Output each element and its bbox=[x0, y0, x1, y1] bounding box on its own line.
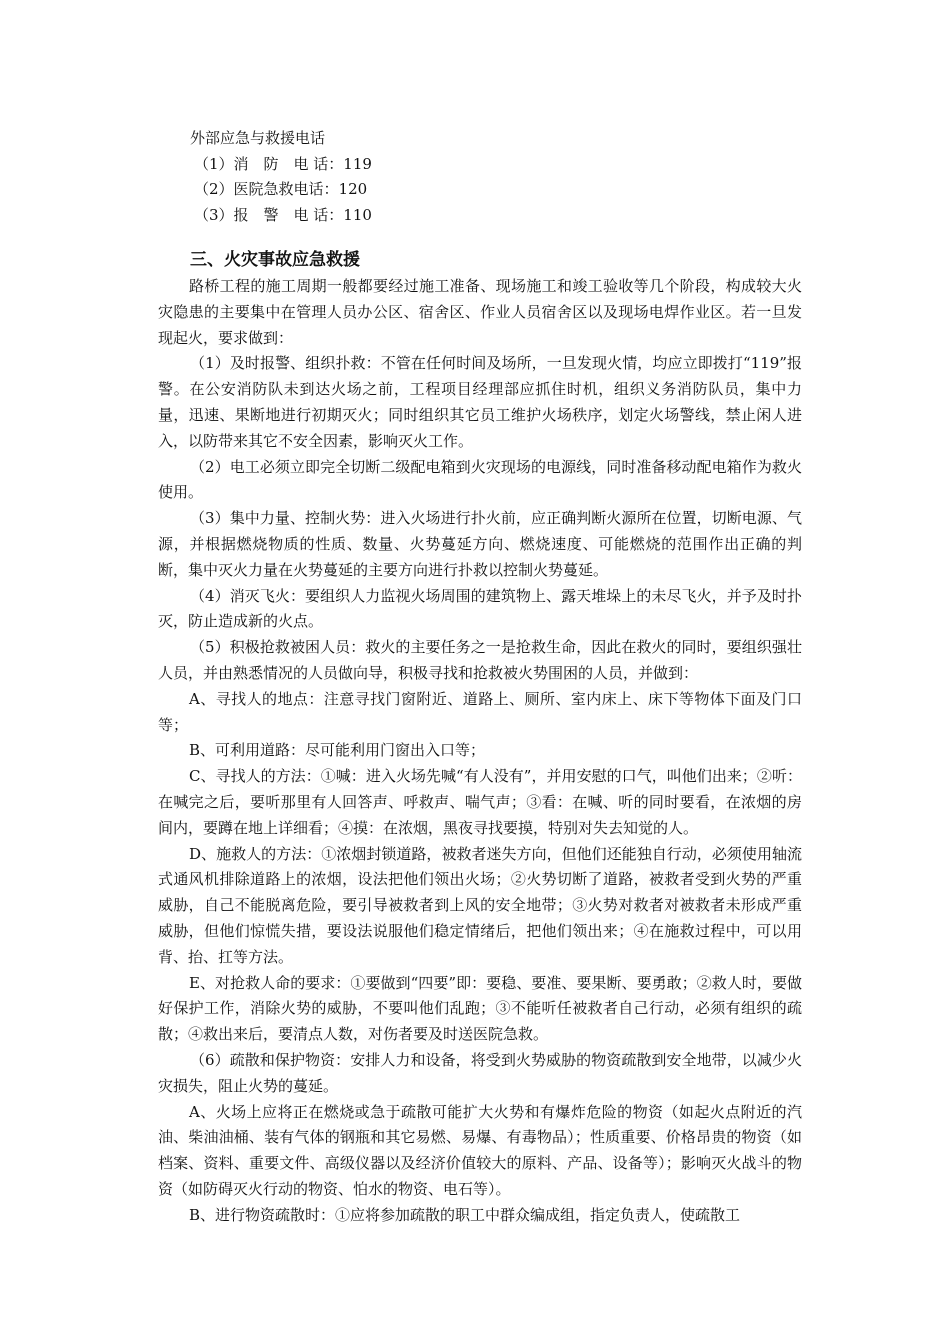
paragraph: 路桥工程的施工周期一般都要经过施工准备、现场施工和竣工验收等几个阶段，构成较大火灾隐患的主要集中在管理人员办公区、宿舍区、作业人员宿舍区以及现场电焊作业区。若一旦发现起火，要求做到： bbox=[158, 277, 802, 347]
paragraph: E、对抢救人命的要求：①要做到“四要”即：要稳、要准、要果断、要勇敢；②救人时，要做好保护工作，消除火势的威胁，不要叫他们乱跑；③不能听任被救者自己行动，必须有组织的疏散；④救出来后，要清点人数，对伤者要及时送医院急救。 bbox=[158, 973, 802, 1044]
paragraph: A、火场上应将正在燃烧或急于疏散可能扩大火势和有爆炸危险的物资（如起火点附近的汽油、柴油油桶、装有气体的钢瓶和其它易燃、易爆、有毒物品）；性质重要、价格昂贵的物资（如档案、资料、重要文件、高级仪器以及经济价值较大的原料、产品、设备等）；影响灭火战斗的物资（如防碍灭火行动的物资、怕水的物资、电石等）。 bbox=[158, 1102, 802, 1198]
paragraph: D、施救人的方法：①浓烟封锁道路，被救者迷失方向，但他们还能独自行动，必须使用轴流式通风机排除道路上的浓烟，设法把他们领出火场；②火势切断了道路，被救者受到火势的严重威胁，自己不能脱离危险，要引导被救者到上风的安全地带；③火势对救者对被救者未形成严重威胁，但他们惊慌失措，要设法说服他们稳定情绪后，把他们领出来；④在施救过程中，可以用背、抬、扛等方法。 bbox=[158, 844, 802, 966]
contact-fire: （1）消 防 电 话：119 bbox=[194, 154, 372, 173]
paragraph: （1）及时报警、组织扑救：不管在任何时间及场所，一旦发现火情，均应立即拨打“119”报警。在公安消防队未到达火场之前，工程项目经理部应抓住时机，组织义务消防队员，集中力量，迅速、果断地进行初期灭火；同时组织其它员工维护火场秩序，划定火场警线，禁止闲人进入，以防带来其它不安全因素，影响灭火工作。 bbox=[158, 354, 802, 450]
paragraph: （2）电工必须立即完全切断二级配电箱到火灾现场的电源线，同时准备移动配电箱作为救火使用。 bbox=[158, 457, 802, 502]
paragraph: B、进行物资疏散时：①应将参加疏散的职工中群众编成组，指定负责人，使疏散工 bbox=[189, 1205, 741, 1224]
paragraph: C、寻找人的方法：①喊：进入火场先喊“有人没有”，并用安慰的口气，叫他们出来；②听：在喊完之后，要听那里有人回答声、呼救声、喘气声；③看：在喊、听的同时要看，在浓烟的房间内，要蹲在地上详细看；④摸：在浓烟，黑夜寻找要摸，特别对失去知觉的人。 bbox=[158, 767, 802, 837]
paragraph: （6）疏散和保护物资：安排人力和设备，将受到火势威胁的物资疏散到安全地带，以减少火灾损失，阻止火势的蔓延。 bbox=[158, 1050, 802, 1095]
paragraph: A、寻找人的地点：注意寻找门窗附近、道路上、厕所、室内床上、床下等物体下面及门口等； bbox=[158, 689, 802, 734]
contact-police: （3）报 警 电 话：110 bbox=[194, 205, 372, 224]
paragraph: （3）集中力量、控制火势：进入火场进行扑火前，应正确判断火源所在位置，切断电源、气源，并根据燃烧物质的性质、数量、火势蔓延方向、燃烧速度、可能燃烧的范围作出正确的判断，集中灭火力量在火势蔓延的主要方向进行扑救以控制火势蔓延。 bbox=[158, 509, 802, 579]
paragraph: （5）积极抢救被困人员：救火的主要任务之一是抢救生命，因此在救火的同时，要组织强壮人员，并由熟悉情况的人员做向导，积极寻找和抢救被火势围困的人员，并做到： bbox=[158, 638, 802, 682]
emergency-contacts bbox=[190, 126, 750, 228]
section-title: 三、火灾事故应急救援 bbox=[190, 250, 360, 270]
paragraph: B、可利用道路：尽可能利用门窗出入口等； bbox=[189, 741, 486, 760]
contacts-heading: 外部应急与救援电话 bbox=[190, 129, 326, 147]
contact-hospital: （2）医院急救电话：120 bbox=[194, 180, 368, 198]
section-body bbox=[158, 274, 802, 1228]
paragraph: （4）消灭飞火：要组织人力监视火场周围的建筑物上、露天堆垛上的未尽飞火，并予及时扑灭，防止造成新的火点。 bbox=[158, 586, 802, 631]
